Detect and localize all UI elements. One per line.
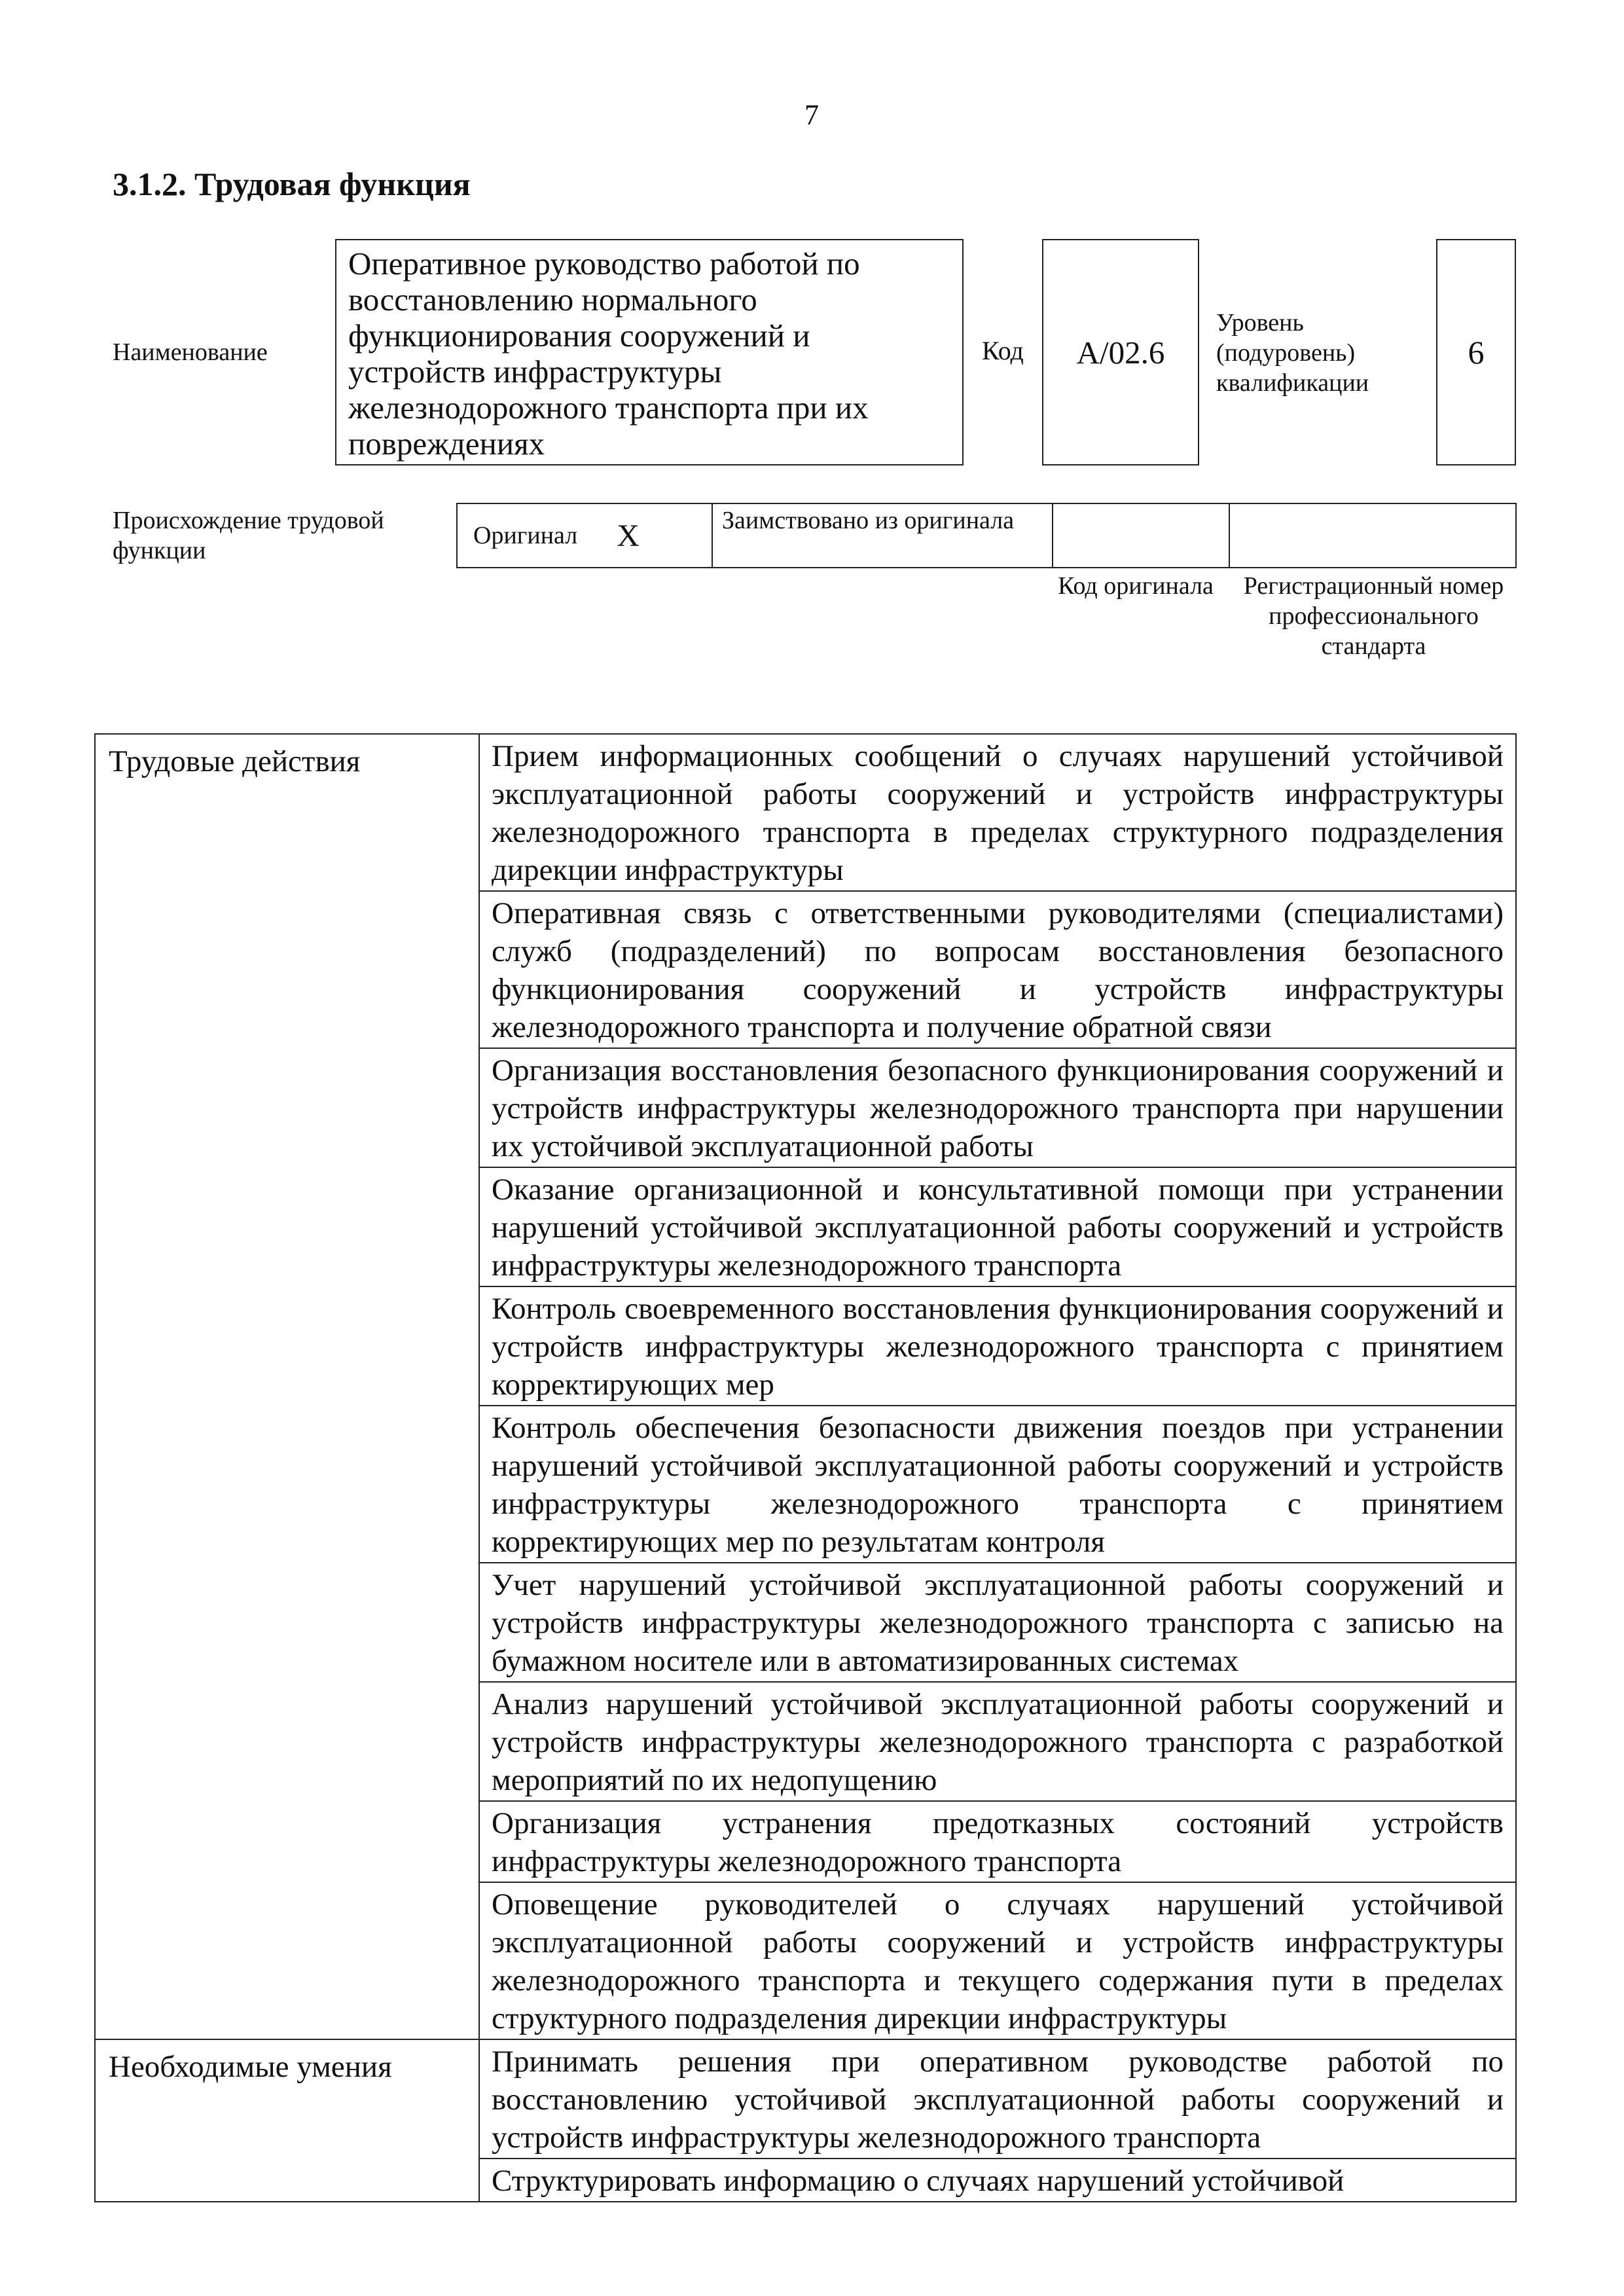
origin-row [456,503,1517,568]
level-value-box [1436,239,1516,465]
labor-action-item: Прием информационных сообщений о случаях нарушений устойчивой эксплуатационной работы сооружений и устройств инфраструктуры железнодорожного транспорта в пределах структурного подразделения дирекции инфраструктуры [479,734,1516,891]
origin-label: Происхождение трудовой функции [113,507,384,564]
reg-number-cell [1230,504,1515,567]
labor-action-item: Учет нарушений устойчивой эксплуатационной работы сооружений и устройств инфраструктуры железнодорожного транспорта с записью на бумажном носителе или в автоматизированных системах [479,1563,1516,1682]
code-value: А/02.6 [1076,334,1165,371]
labor-action-item: Оперативная связь с ответственными руководителями (специалистами) служб (подразделений) по вопросам восстановления безопасного функционирования сооружений и устройств инфраструктуры железнодорожного транспорта и получение обратной связи [479,891,1516,1048]
borrowed-label: Заимствовано из оригинала [722,507,1015,534]
table-row [95,2039,1516,2159]
table-row [95,734,1516,891]
labor-actions-label: Трудовые действия [95,734,479,2039]
original-code-caption: Код оригинала [1058,572,1214,600]
labor-action-item: Организация устранения предотказных состояний устройств инфраструктуры железнодорожного транспорта [479,1801,1516,1882]
labor-action-item: Контроль обеспечения безопасности движения поездов при устранении нарушений устойчивой эксплуатационной работы сооружений и устройств инфраструктуры железнодорожного транспорта с принятием корректирующих мер по результатам контроля [479,1406,1516,1563]
original-code-cell [1053,504,1230,567]
labor-action-item: Анализ нарушений устойчивой эксплуатационной работы сооружений и устройств инфраструктуры железнодорожного транспорта с разработкой мероприятий по их недопущению [479,1682,1516,1801]
labor-action-item: Оказание организационной и консультативной помощи при устранении нарушений устойчивой эксплуатационной работы сооружений и устройств инфраструктуры железнодорожного транспорта [479,1167,1516,1286]
required-skills-label: Необходимые умения [95,2039,479,2202]
name-label: Наименование [113,338,268,366]
page-number: 7 [804,99,819,131]
section-title: 3.1.2. Трудовая функция [113,166,471,202]
function-name-box [335,239,964,465]
function-name-value: Оперативное руководство работой по восстановлению нормального функционирования сооружений и устройств инфраструктуры железнодорожного транспорта при их повреждениях [348,246,869,462]
labor-action-item: Контроль своевременного восстановления функционирования сооружений и устройств инфраструктуры железнодорожного транспорта с принятием корректирующих мер [479,1286,1516,1406]
level-value: 6 [1468,334,1485,371]
original-mark: X [617,518,640,553]
reg-number-caption: Регистрационный номер профессионального стандарта [1243,572,1504,660]
borrowed-cell [713,504,1053,567]
original-cell [458,504,713,567]
code-label: Код [982,336,1024,365]
original-label: Оригинал [473,522,578,549]
code-value-box [1042,239,1199,465]
skill-item: Структурировать информацию о случаях нарушений устойчивой [479,2159,1516,2202]
labor-function-table [94,733,1517,2202]
labor-action-item: Оповещение руководителей о случаях нарушений устойчивой эксплуатационной работы сооружений и устройств инфраструктуры железнодорожного транспорта и текущего содержания пути в пределах структурного подразделения дирекции инфраструктуры [479,1882,1516,2039]
skill-item: Принимать решения при оперативном руководстве работой по восстановлению устойчивой эксплуатационной работы сооружений и устройств инфраструктуры железнодорожного транспорта [479,2039,1516,2159]
labor-action-item: Организация восстановления безопасного функционирования сооружений и устройств инфраструктуры железнодорожного транспорта при нарушении их устойчивой эксплуатационной работы [479,1048,1516,1167]
level-label: Уровень (подуровень) квалификации [1216,309,1369,397]
